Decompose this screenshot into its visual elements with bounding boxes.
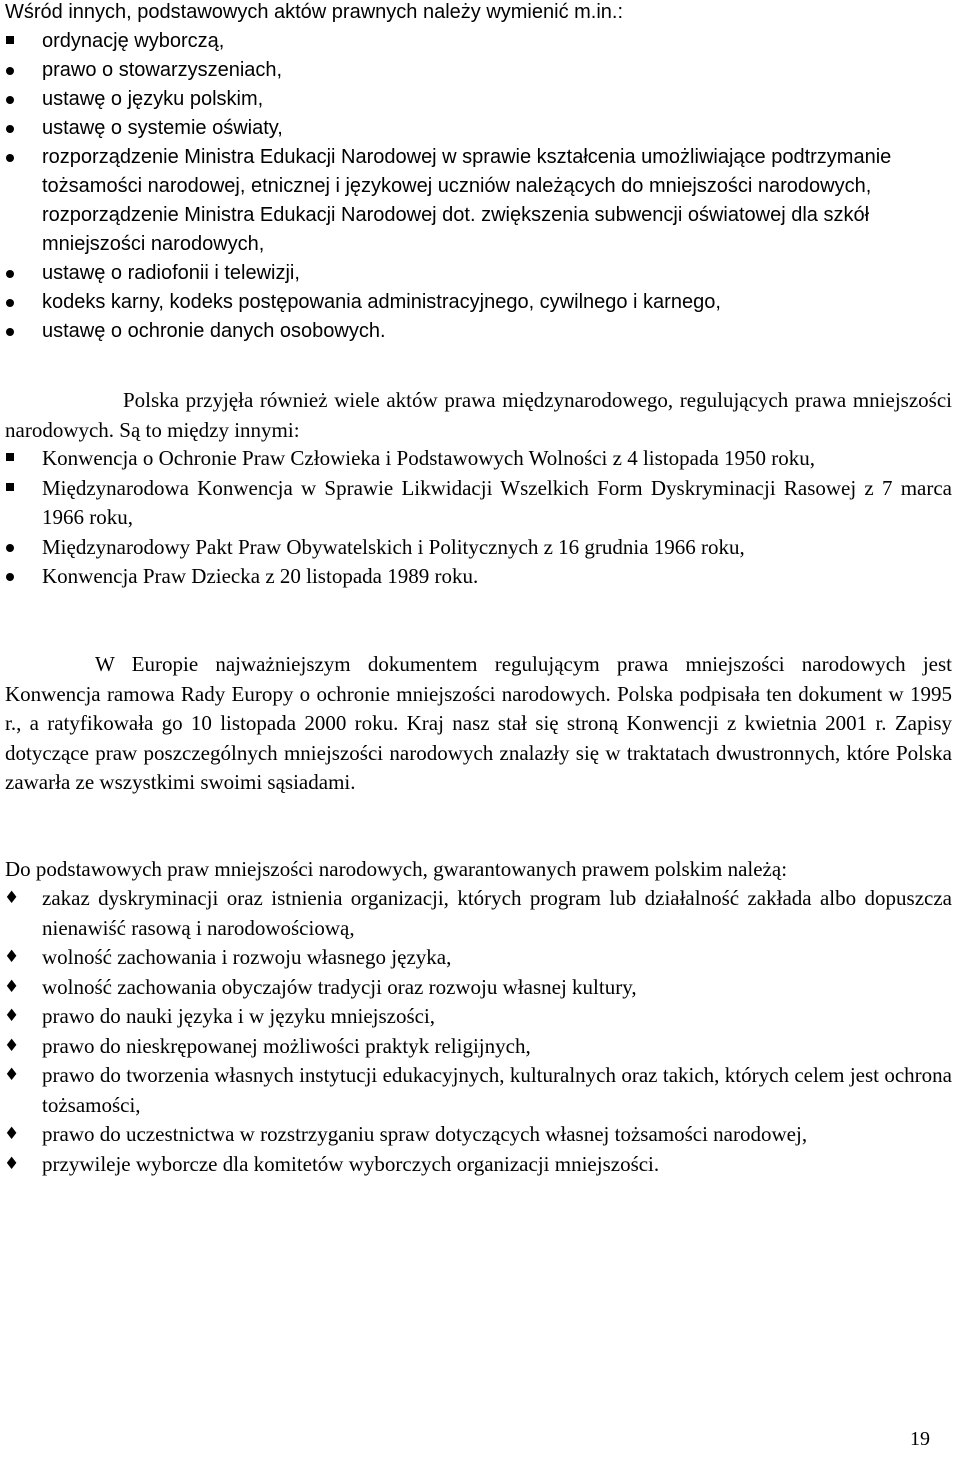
minority-rights-list <box>5 884 952 1179</box>
list-item: ordynację wyborczą, <box>42 30 225 52</box>
intro-text: Wśród innych, podstawowych aktów prawnych należy wymienić m.in.: <box>5 1 624 23</box>
list-item: ustawę o radiofonii i telewizji, <box>42 262 300 284</box>
list-item: prawo do tworzenia własnych instytucji edukacyjnych, kulturalnych oraz takich, których celem jest ochrona tożsamości, <box>42 1063 952 1117</box>
list-item: Międzynarodowa Konwencja w Sprawie Likwidacji Wszelkich Form Dyskryminacji Rasowej z 7 marca 1966 roku, <box>42 475 952 529</box>
list-item: ustawę o języku polskim, <box>42 88 264 110</box>
list-item: zakaz dyskryminacji oraz istnienia organizacji, których program lub działalność zakłada albo dopuszcza nienawiść rasową i narodowościową, <box>42 886 952 940</box>
list-item: prawo do nauki języka i w języku mniejszości, <box>42 1004 436 1028</box>
list-item: kodeks karny, kodeks postępowania administracyjnego, cywilnego i karnego, <box>42 291 721 313</box>
list-item: prawo do nieskrępowanej możliwości praktyk religijnych, <box>42 1033 531 1058</box>
list-item: ustawę o ochronie danych osobowych. <box>42 320 386 342</box>
list-item: rozporządzenie Ministra Edukacji Narodowej w sprawie kształcenia umożliwiające podtrzymanie tożsamości narodowej, etnicznej i językowej uczniów należących do mniejszości narodowych, rozporządzenie Ministra Edukacji Narodowej dot. zwiększenia subwencji oświatowej dla szkół mniejszości narodowych, <box>42 146 892 255</box>
list-item: wolność zachowania i rozwoju własnego języka, <box>42 945 452 969</box>
list-item: prawo o stowarzyszeniach, <box>42 59 283 81</box>
list-item: przywileje wyborcze dla komitetów wyborczych organizacji mniejszości. <box>42 1151 660 1176</box>
legal-acts-list <box>5 27 952 346</box>
list-item: ustawę o systemie oświaty, <box>42 117 283 139</box>
international-acts-paragraph: Polska przyjęła również wiele aktów prawa międzynarodowego, regulujących prawa mniejszości narodowych. Są to między innymi: <box>5 388 952 442</box>
rights-intro-paragraph: Do podstawowych praw mniejszości narodowych, gwarantowanych prawem polskim należą: <box>5 857 788 881</box>
list-item: wolność zachowania obyczajów tradycji oraz rozwoju własnej kultury, <box>42 974 637 999</box>
list-item: Konwencja Praw Dziecka z 20 listopada 1989 roku. <box>42 564 479 588</box>
list-item: Konwencja o Ochronie Praw Człowieka i Podstawowych Wolności z 4 listopada 1950 roku, <box>42 446 816 470</box>
european-convention-paragraph: W Europie najważniejszym dokumentem regulującym prawa mniejszości narodowych jest Konwencja ramowa Rady Europy o ochronie mniejszości narodowych. Polska podpisała ten dokument w 1995 r., a ratyfikowała go 10 listopada 2000 roku. Kraj nasz stał się stroną Konwencji z kwietnia 2001 r. Zapisy dotyczące praw poszczególnych mniejszości narodowych znalazły się w traktatach dwustronnych, które Polska zawarła ze wszystkimi swoimi sąsiadami. <box>5 652 952 794</box>
international-acts-list <box>5 444 952 592</box>
page-number: 19 <box>910 1428 930 1450</box>
list-item: Międzynarodowy Pakt Praw Obywatelskich i Politycznych z 16 grudnia 1966 roku, <box>42 534 745 559</box>
list-item: prawo do uczestnictwa w rozstrzyganiu spraw dotyczących własnej tożsamości narodowej, <box>42 1122 808 1146</box>
